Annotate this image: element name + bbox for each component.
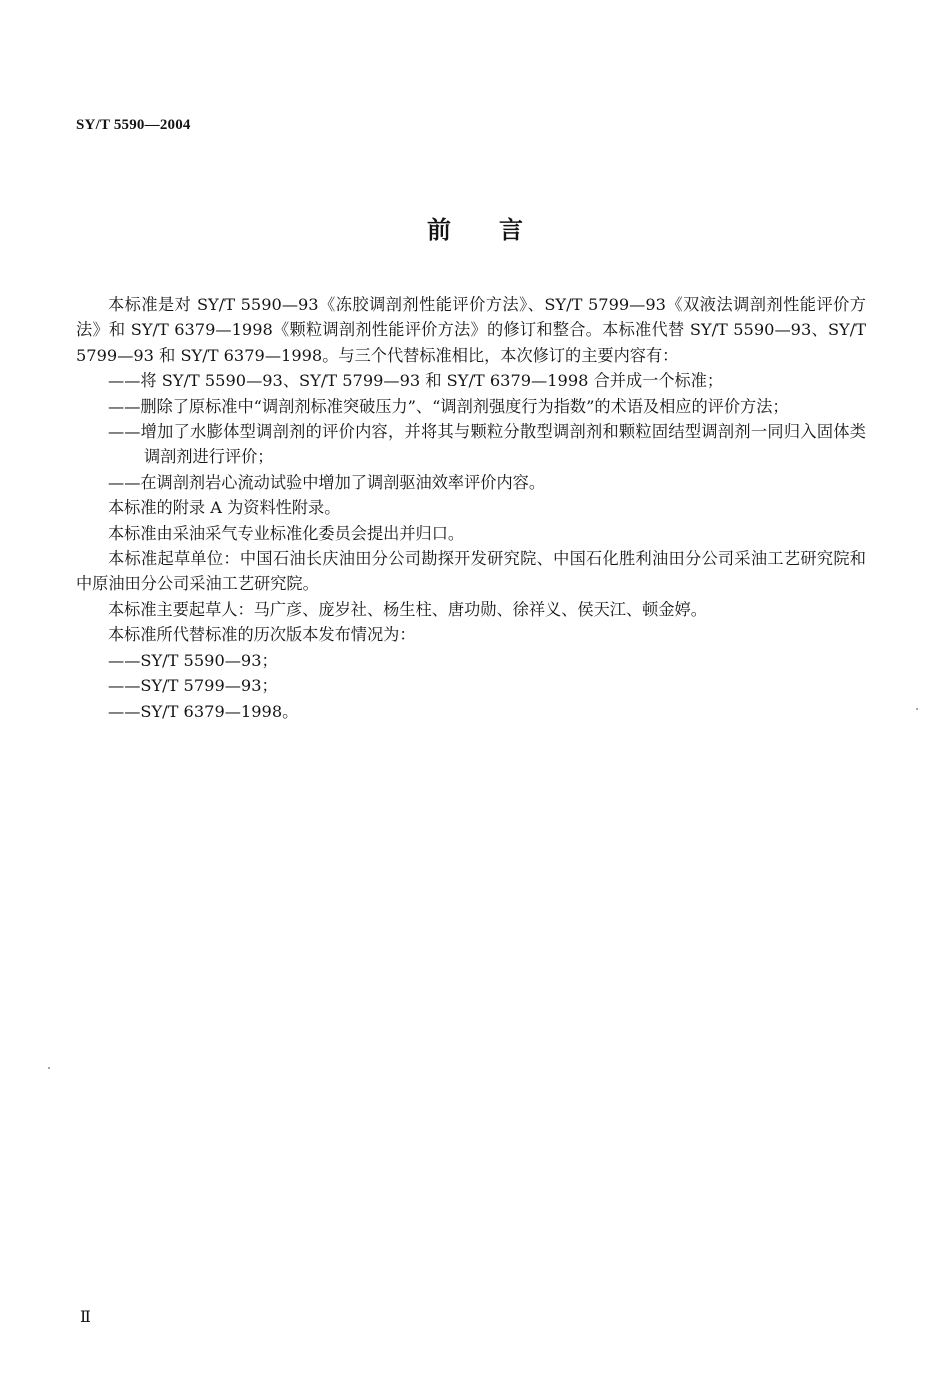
page-title: 前言 [427,216,571,244]
change-item: ——删除了原标准中“调剖剂标准突破压力”、“调剖剂强度行为指数”的术语及相应的评价方法； [108,396,789,416]
foreword-body [76,292,866,724]
scan-speck [48,1067,50,1069]
version-item: ——SY/T 6379—1998。 [108,701,299,721]
appendix-paragraph: 本标准的附录 A 为资料性附录。 [108,498,341,518]
history-intro-paragraph: 本标准所代替标准的历次版本发布情况为： [108,625,416,645]
version-item: ——SY/T 5590—93； [108,650,278,670]
page-number: Ⅱ [80,1309,91,1326]
change-item: ——在调剖剂岩心流动试验中增加了调剖驱油效率评价内容。 [108,472,546,492]
drafting-units-paragraph: 本标准起草单位：中国石油长庆油田分公司勘探开发研究院、中国石化胜利油田分公司采油工艺研究院和中原油田分公司采油工艺研究院。 [76,549,866,594]
scan-speck [916,708,918,710]
drafters-paragraph: 本标准主要起草人：马广彦、庞岁社、杨生柱、唐功勋、徐祥义、侯天江、顿金婷。 [108,599,707,619]
intro-paragraph: 本标准是对 SY/T 5590—93《冻胶调剖剂性能评价方法》、SY/T 5799—93《双液法调剖剂性能评价方法》和 SY/T 6379—1998《颗粒调剖剂性能评价方法》的修订和整合。本标准代替 SY/T 5590—93、SY/T 5799—93 和 SY/T 6379—1998。与三个代替标准相比，本次修订的主要内容有： [76,295,866,365]
standard-code: SY/T 5590—2004 [76,117,191,133]
change-item: ——增加了水膨体型调剖剂的评价内容，并将其与颗粒分散型调剖剂和颗粒固结型调剖剂一同归入固体类调剖剂进行评价； [108,422,866,467]
version-item: ——SY/T 5799—93； [108,676,278,696]
proposed-by-paragraph: 本标准由采油采气专业标准化委员会提出并归口。 [108,523,465,543]
change-item: ——将 SY/T 5590—93、SY/T 5799—93 和 SY/T 6379—1998 合并成一个标准； [108,371,724,391]
